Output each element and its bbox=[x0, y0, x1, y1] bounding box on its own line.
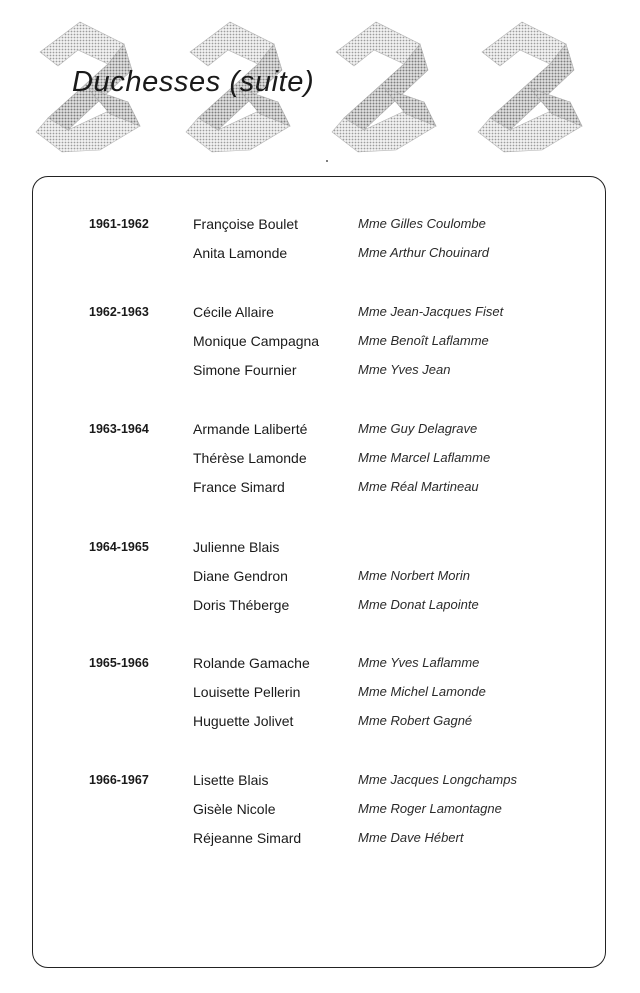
list-item bbox=[0, 684, 640, 702]
married-name: Mme Robert Gagné bbox=[358, 713, 473, 729]
married-name: Mme Michel Lamonde bbox=[358, 684, 486, 700]
married-name: Mme Arthur Chouinard bbox=[358, 245, 490, 261]
married-name: Mme Gilles Coulombe bbox=[358, 216, 486, 231]
duchess-name: Armande Laliberté bbox=[193, 421, 308, 437]
duchess-name: Huguette Jolivet bbox=[193, 713, 294, 730]
page-title: Duchesses (suite) bbox=[72, 66, 315, 98]
list-item bbox=[0, 801, 640, 819]
list-item bbox=[0, 713, 640, 731]
duchess-name: Thérèse Lamonde bbox=[193, 450, 307, 467]
duchess-name: Monique Campagna bbox=[193, 333, 320, 350]
season-year: 1966-1967 bbox=[89, 773, 149, 787]
list-item bbox=[0, 655, 640, 673]
logo-mark-3 bbox=[332, 22, 436, 152]
duchess-name: Anita Lamonde bbox=[193, 245, 288, 262]
duchess-name: Réjeanne Simard bbox=[193, 830, 302, 847]
duchess-name: Cécile Allaire bbox=[193, 304, 274, 320]
list-item bbox=[0, 333, 640, 351]
duchess-name: Gisèle Nicole bbox=[193, 801, 276, 818]
duchess-name: Lisette Blais bbox=[193, 772, 269, 788]
duchess-name: Louisette Pellerin bbox=[193, 684, 301, 701]
list-item bbox=[0, 479, 640, 497]
duchess-name: France Simard bbox=[193, 479, 285, 496]
duchess-name: Diane Gendron bbox=[193, 568, 288, 585]
season-year: 1962-1963 bbox=[89, 305, 149, 319]
married-name: Mme Norbert Morin bbox=[358, 568, 470, 584]
season-year: 1961-1962 bbox=[89, 217, 149, 231]
list-item bbox=[0, 568, 640, 586]
list-item bbox=[0, 421, 640, 439]
duchess-name: Simone Fournier bbox=[193, 362, 297, 379]
season-year: 1964-1965 bbox=[89, 540, 149, 554]
list-item bbox=[0, 597, 640, 615]
married-name: Mme Yves Jean bbox=[358, 362, 451, 378]
married-name: Mme Jacques Longchamps bbox=[358, 772, 517, 787]
list-item bbox=[0, 830, 640, 848]
list-item bbox=[0, 772, 640, 790]
married-name: Mme Dave Hébert bbox=[358, 830, 464, 846]
list-item bbox=[0, 216, 640, 234]
list-item bbox=[0, 450, 640, 468]
married-name: Mme Guy Delagrave bbox=[358, 421, 478, 436]
married-name: Mme Réal Martineau bbox=[358, 479, 479, 495]
married-name: Mme Roger Lamontagne bbox=[358, 801, 502, 817]
married-name: Mme Marcel Laflamme bbox=[358, 450, 491, 466]
season-year: 1963-1964 bbox=[89, 422, 149, 436]
duchess-name: Doris Théberge bbox=[193, 597, 290, 614]
married-name: Mme Yves Laflamme bbox=[358, 655, 480, 670]
list-item bbox=[0, 245, 640, 263]
married-name: Mme Benoît Laflamme bbox=[358, 333, 489, 349]
decorative-dot bbox=[326, 160, 328, 162]
duchess-name: Françoise Boulet bbox=[193, 216, 299, 232]
logo-mark-4 bbox=[478, 22, 582, 152]
duchess-name: Rolande Gamache bbox=[193, 655, 310, 671]
married-name: Mme Donat Lapointe bbox=[358, 597, 479, 613]
list-item bbox=[0, 304, 640, 322]
list-item bbox=[0, 539, 640, 557]
list-item bbox=[0, 362, 640, 380]
duchess-name: Julienne Blais bbox=[193, 539, 280, 555]
married-name: Mme Jean-Jacques Fiset bbox=[358, 304, 504, 319]
season-year: 1965-1966 bbox=[89, 656, 149, 670]
